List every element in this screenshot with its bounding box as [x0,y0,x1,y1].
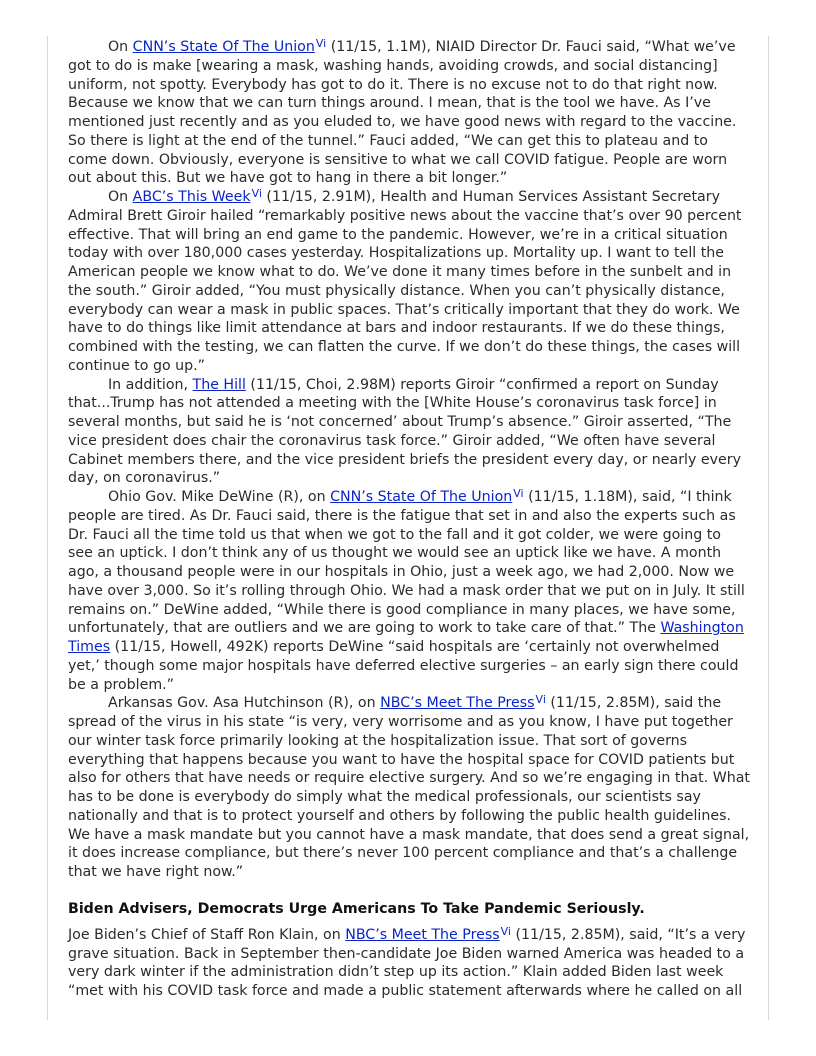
paragraph-hutchinson: Arkansas Gov. Asa Hutchinson (R), on NBC’s Meet The Press$^{Vi}$ (11/15, 2.85M), said the spread of the virus in his state “is very, very worrisome and as you know, I have put together our winter task force primarily looking at the hospitalization issue. That sort of governs everything that happens because you want to have the hospital space for COVID patients but also for others that have needs or require elective surgery. And so we’re engaging in that. What has to be done is everybody do simply what the medical professionals, our scientists say nationally and that is to protect yourself and others by following the public health guidelines. We have a mask mandate but you cannot have a mask mandate, that does send a great signal, it does increase compliance, but there’s never 100 percent compliance and that’s a challenge that we have right now.” [68,693,750,880]
video-indicator[interactable]: Vi [535,693,546,707]
abc-this-week-link[interactable]: ABC’s This Week [132,189,251,205]
washington-times-link[interactable]: Washington Times [68,620,744,655]
nbc-meet-the-press-link[interactable]: NBC’s Meet The Press [380,695,535,712]
video-indicator[interactable]: Vi [251,187,262,200]
cnn-state-of-the-union-link[interactable]: CNN’s State Of The Union [330,489,513,505]
paragraph-the-hill: In addition, The Hill (11/15, Choi, 2.98M) reports Giroir “confirmed a report on Sunday that...Trump has not attended a meeting with the [White House’s coronavirus task force] in several months, but said he is ‘not concerned’ about Trump’s absence.” Giroir asserted, “The vice president does chair the coronavirus task force.” Giroir added, “We often have several Cabinet members there, and the vice president briefs the president every day, or nearly every day, on coronavirus.” [68,376,741,487]
paragraph-giroir: On ABC’s This Week$^{Vi}$ (11/15, 2.91M), Health and Human Services Assistant Secretary Admiral Brett Giroir hailed “remarkably positive news about the vaccine that’s over 90 percent effective. That will bring an end game to the pandemic. However, we’re in a critical situation today with over 180,000 cases yesterday. Hospitalizations up. Mortality up. I want to tell the American people we know what to do. We’ve done it many times before in the sunbelt and in the south.” Giroir added, “You must physically distance. When you can’t physically distance, everybody can wear a mask in public spaces. That’s critically important that they do work. We have to do things like limit attendance at bars and indoor restaurants. If we do these things, combined with the testing, we can flatten the curve. If we don’t do these things, the cases will continue to go up.” [68,187,742,374]
video-indicator[interactable]: Vi [500,924,511,938]
the-hill-link[interactable]: The Hill [192,376,246,393]
section-heading: Biden Advisers, Democrats Urge Americans To Take Pandemic Seriously. [68,900,645,917]
cnn-state-of-the-union-link[interactable]: CNN’s State Of The Union [132,39,315,55]
video-indicator[interactable]: Vi [315,37,327,50]
document-body [68,38,750,1001]
paragraph-dewine: Ohio Gov. Mike DeWine (R), on CNN’s State Of The Union$^{Vi}$ (11/15, 1.18M), said, “I think people are tired. As Dr. Fauci said, there is the fatigue that set in and also the experts such as Dr. Fauci all the time told us that when we got to the fall and it got colder, we were going to see an uptick. I don’t think any of us thought we would see an uptick like we have. A month ago, a thousand people were in our hospitals in Ohio, just a week ago, we had 2,000. Now we have over 3,000. So it’s rolling through Ohio. We had a mask order that we put on in July. It still remains on.” DeWine added, “While there is good compliance in many places, we have some, unfortunately, that are outliers and we are going to work to take care of that.” The Washington Times (11/15, Howell, 492K) reports DeWine “said hospitals are ‘certainly not overwhelmed yet,’ though some major hospitals have deferred elective surgeries – an early sign there could be a problem.” [68,487,745,693]
paragraph-klain: Joe Biden’s Chief of Staff Ron Klain, on NBC’s Meet The Press$^{Vi}$ (11/15, 2.85M), said, “It’s a very grave situation. Back in September then-candidate Joe Biden warned America was headed to a very dark winter if the administration didn’t step up its action.” Klain added Biden last week “met with his COVID task force and made a public statement afterwards where he called on all [68,924,746,999]
paragraph-fauci: On CNN’s State Of The Union$^{Vi}$ (11/15, 1.1M), NIAID Director Dr. Fauci said, “What we’ve got to do is make [wearing a mask, washing hands, avoiding crowds, and social distancing] uniform, not spotty. Everybody has got to do it. There is no excuse not to do that right now. Because we know that we can turn things around. I mean, that is the tool we have. As I’ve mentioned just recently and as you eluded to, we have good news with regard to the vaccine. So there is light at the end of the tunnel.” Fauci added, “We can get this to plateau and to come down. Obviously, everyone is sensitive to what we call COVID fatigue. People are worn out about this. But we have got to hang in there a bit longer.” [68,37,737,187]
nbc-meet-the-press-link[interactable]: NBC’s Meet The Press [345,926,500,943]
right-margin-rule [768,36,769,1020]
video-indicator[interactable]: Vi [513,487,524,500]
left-margin-rule [47,36,48,1020]
